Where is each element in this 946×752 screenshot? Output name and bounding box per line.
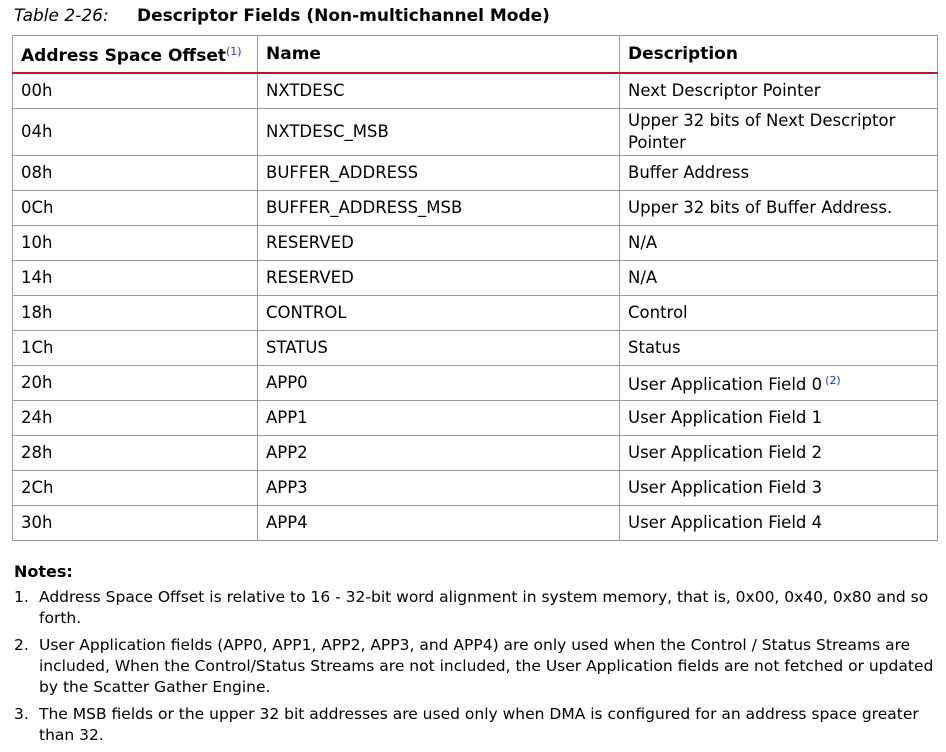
cell-offset: 00h [13, 73, 258, 109]
cell-name: APP1 [258, 401, 620, 436]
description-text: Buffer Address [628, 163, 750, 182]
cell-offset: 1Ch [13, 331, 258, 366]
table-header-row [13, 36, 938, 74]
header-name: Name [258, 36, 620, 74]
note-text: Address Space Offset is relative to 16 - 32-bit word alignment in system memory, that is, 0x00, 0x40, 0x80 and so forth. [39, 588, 929, 627]
footnote-ref-2[interactable]: (2) [825, 374, 841, 387]
table-row [13, 436, 938, 471]
table-row [13, 366, 938, 401]
cell-offset: 20h [13, 366, 258, 401]
cell-name: BUFFER_ADDRESS_MSB [258, 191, 620, 226]
cell-description [620, 296, 938, 331]
table-row [13, 471, 938, 506]
cell-name: APP2 [258, 436, 620, 471]
table-caption [14, 5, 550, 27]
cell-name: RESERVED [258, 226, 620, 261]
header-offset-label: Address Space Offset [21, 46, 226, 66]
note-item [14, 635, 934, 698]
table-row [13, 261, 938, 296]
cell-name: APP0 [258, 366, 620, 401]
cell-description [620, 401, 938, 436]
footnote-ref-1[interactable]: (1) [225, 45, 242, 58]
table-row [13, 296, 938, 331]
table-row [13, 226, 938, 261]
description-text: User Application Field 1 [628, 408, 823, 427]
description-text: User Application Field 0 [628, 375, 823, 394]
note-item [14, 587, 934, 629]
descriptor-fields-table [12, 35, 938, 541]
description-text: User Application Field 4 [628, 513, 823, 532]
cell-name: APP3 [258, 471, 620, 506]
cell-name: CONTROL [258, 296, 620, 331]
cell-offset: 2Ch [13, 471, 258, 506]
notes-list [14, 587, 934, 746]
table-row [13, 331, 938, 366]
notes-section [14, 562, 934, 752]
cell-description [620, 156, 938, 191]
cell-offset: 18h [13, 296, 258, 331]
cell-offset: 28h [13, 436, 258, 471]
notes-title: Notes: [14, 562, 73, 581]
header-description: Description [620, 36, 938, 74]
cell-offset: 04h [13, 109, 258, 156]
description-text: Status [628, 338, 681, 357]
description-text: User Application Field 2 [628, 443, 823, 462]
cell-offset: 14h [13, 261, 258, 296]
cell-name: NXTDESC [258, 73, 620, 109]
table-row [13, 191, 938, 226]
header-offset [13, 36, 258, 74]
description-text: Next Descriptor Pointer [628, 81, 821, 100]
table-row [13, 73, 938, 109]
cell-description [620, 109, 938, 156]
cell-description [620, 226, 938, 261]
note-number: 2. [14, 636, 29, 654]
cell-name: BUFFER_ADDRESS [258, 156, 620, 191]
note-number: 1. [14, 588, 29, 606]
description-text: Upper 32 bits of Buffer Address. [628, 198, 893, 217]
cell-description [620, 261, 938, 296]
cell-description [620, 506, 938, 541]
cell-description [620, 73, 938, 109]
table-row [13, 156, 938, 191]
table-row [13, 401, 938, 436]
cell-description [620, 471, 938, 506]
description-text: Upper 32 bits of Next Descriptor Pointer [628, 111, 896, 152]
cell-name: STATUS [258, 331, 620, 366]
cell-description [620, 191, 938, 226]
cell-name: APP4 [258, 506, 620, 541]
note-text: The MSB fields or the upper 32 bit addresses are used only when DMA is configured for an address space greater than 32. [39, 705, 919, 744]
cell-offset: 0Ch [13, 191, 258, 226]
description-text: N/A [628, 268, 658, 287]
cell-offset: 30h [13, 506, 258, 541]
description-text: User Application Field 3 [628, 478, 823, 497]
note-text: User Application fields (APP0, APP1, APP2, APP3, and APP4) are only used when the Control / Status Streams are included, When the Control/Status Streams are not included, the User Application fields are not fetched or updated by the Scatter Gather Engine. [39, 636, 934, 696]
description-text: Control [628, 303, 688, 322]
description-text: N/A [628, 233, 658, 252]
table-title: Descriptor Fields (Non-multichannel Mode) [137, 6, 550, 26]
cell-description [620, 331, 938, 366]
cell-name: RESERVED [258, 261, 620, 296]
cell-offset: 10h [13, 226, 258, 261]
cell-description [620, 436, 938, 471]
table-row [13, 506, 938, 541]
cell-offset: 08h [13, 156, 258, 191]
note-number: 3. [14, 705, 29, 723]
table-row [13, 109, 938, 156]
table-number: Table 2-26: [14, 6, 109, 26]
cell-offset: 24h [13, 401, 258, 436]
cell-description [620, 366, 938, 401]
cell-name: NXTDESC_MSB [258, 109, 620, 156]
note-item [14, 704, 934, 746]
